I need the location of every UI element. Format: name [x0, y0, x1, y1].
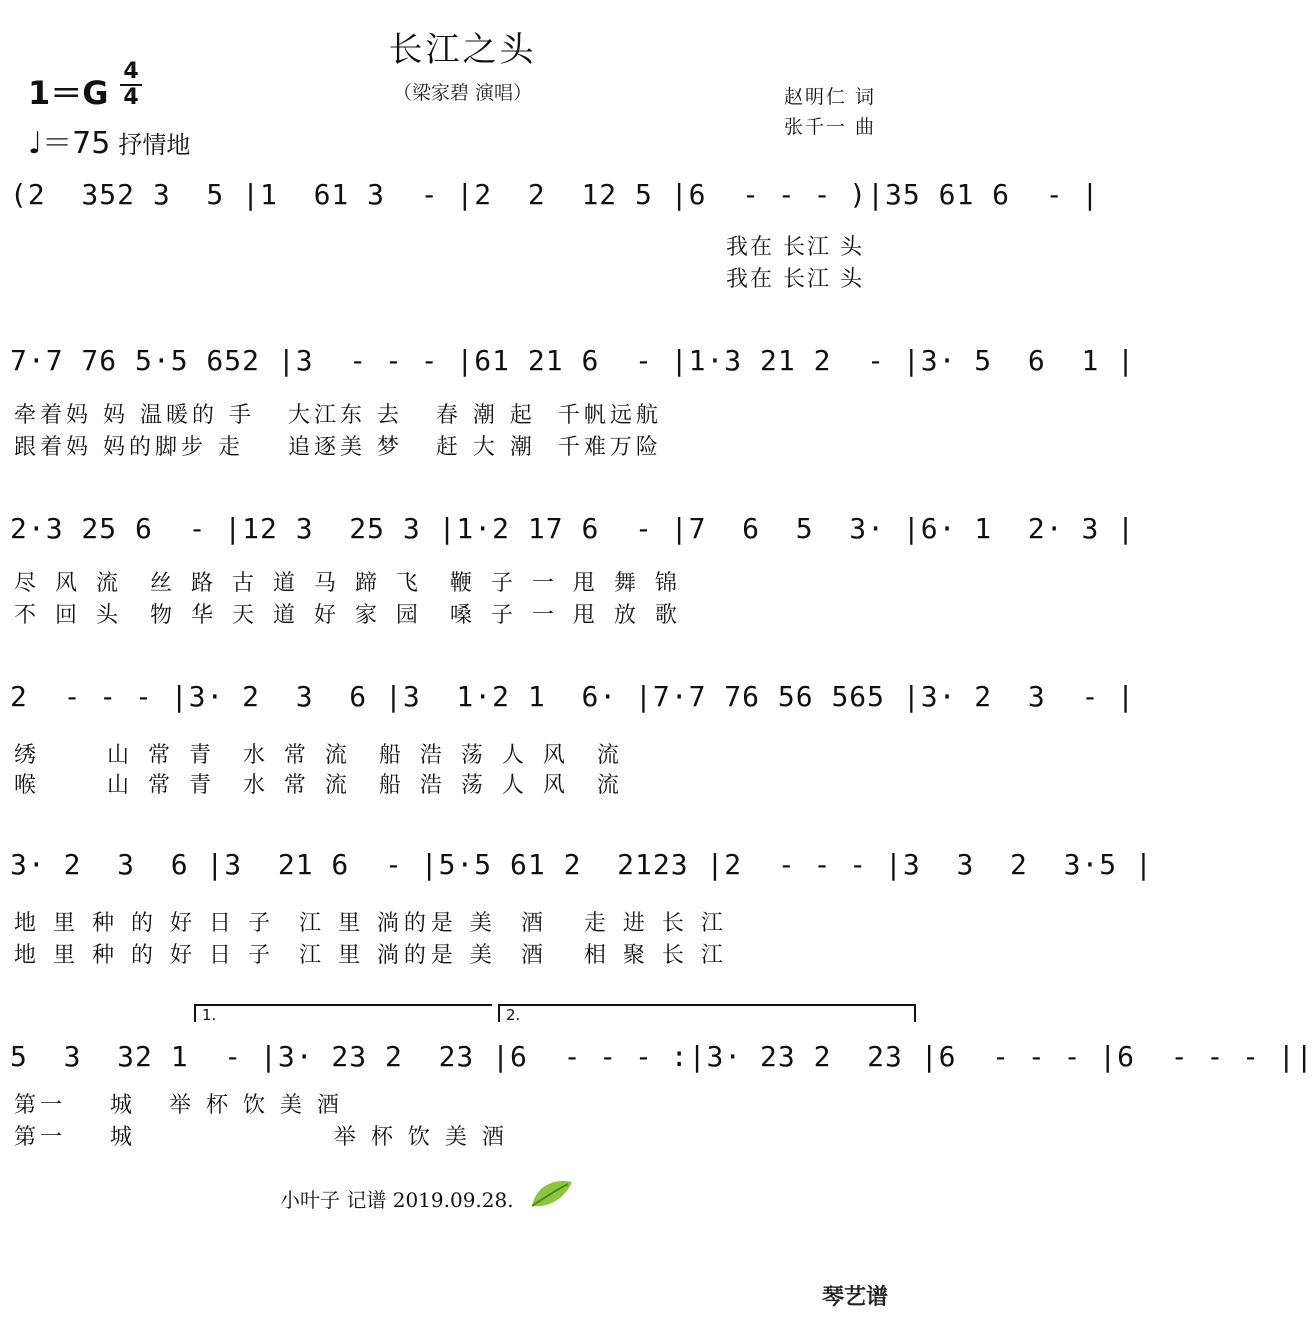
lyrics-verse-2: 地 里 种 的 好 日 子 江 里 淌的是 美 酒 相 聚 长 江: [14, 943, 728, 968]
key-signature: 1＝G: [28, 74, 109, 112]
lyrics-verse-1: 地 里 种 的 好 日 子 江 里 淌的是 美 酒 走 进 长 江: [14, 911, 728, 936]
lyricist-credit: 赵明仁 词: [784, 86, 877, 108]
volta-first-ending: 1.: [194, 1004, 492, 1022]
notation-line: 2·3 25 6 - |12 3 25 3 |1·2 17 6 - |7 6 5 3· |6· 1 2· 3 |: [10, 512, 1136, 545]
time-signature: [120, 60, 142, 110]
expression-mark: 抒情地: [118, 131, 191, 159]
transcriber-credit: 小叶子 记谱 2019.09.28.: [280, 1188, 514, 1212]
volta-second-ending: 2.: [498, 1004, 916, 1022]
lyrics-verse-1: 牵着妈 妈 温暖的 手 大江东 去 春 潮 起 千帆远航: [14, 403, 662, 428]
lyrics-verse-2: 第一 城 举 杯 饮 美 酒: [14, 1125, 508, 1150]
site-logo: 琴艺谱: [822, 1285, 889, 1310]
lyrics-verse-1: 绣 山 常 青 水 常 流 船 浩 荡 人 风 流: [14, 743, 625, 768]
tempo-mark: [28, 118, 190, 162]
notation-line: 5 3 32 1 - |3· 23 2 23 |6 - - - :|3· 23 2 23 |6 - - - |6 - - - ||: [10, 1040, 1314, 1073]
notation-line: 3· 2 3 6 |3 21 6 - |5·5 61 2 2123 |2 - - - |3 3 2 3·5 |: [10, 848, 1153, 881]
notation-line: (2 352 3 5 |1 61 3 - |2 2 12 5 |6 - - - )|35 61 6 - |: [10, 178, 1100, 211]
lyrics-verse-2: 跟着妈 妈的脚步 走 追逐美 梦 赶 大 潮 千难万险: [14, 435, 662, 460]
lyrics-verse-1: 我在 长江 头: [726, 235, 864, 260]
leaf-icon: [528, 1176, 574, 1210]
time-bottom: 4: [123, 85, 139, 110]
lyrics-verse-1: 第一 城 举 杯 饮 美 酒: [14, 1093, 343, 1118]
performer-credit: （梁家碧 演唱）: [392, 82, 533, 104]
time-top: 4: [123, 59, 139, 84]
notation-line: 7·7 76 5·5 652 |3 - - - |61 21 6 - |1·3 21 2 - |3· 5 6 1 |: [10, 344, 1136, 377]
lyrics-verse-1: 尽 风 流 丝 路 古 道 马 蹄 飞 鞭 子 一 甩 舞 锦: [14, 571, 683, 596]
tempo-value: ♩＝75: [28, 126, 111, 161]
lyrics-verse-2: 我在 长江 头: [726, 267, 864, 292]
composer-credit: 张千一 曲: [784, 116, 877, 138]
notation-line: 2 - - - |3· 2 3 6 |3 1·2 1 6· |7·7 76 56 565 |3· 2 3 - |: [10, 680, 1136, 713]
song-title: 长江之头: [388, 30, 537, 70]
lyrics-verse-2: 不 回 头 物 华 天 道 好 家 园 嗓 子 一 甩 放 歌: [14, 603, 683, 628]
lyrics-verse-2: 喉 山 常 青 水 常 流 船 浩 荡 人 风 流: [14, 773, 625, 798]
